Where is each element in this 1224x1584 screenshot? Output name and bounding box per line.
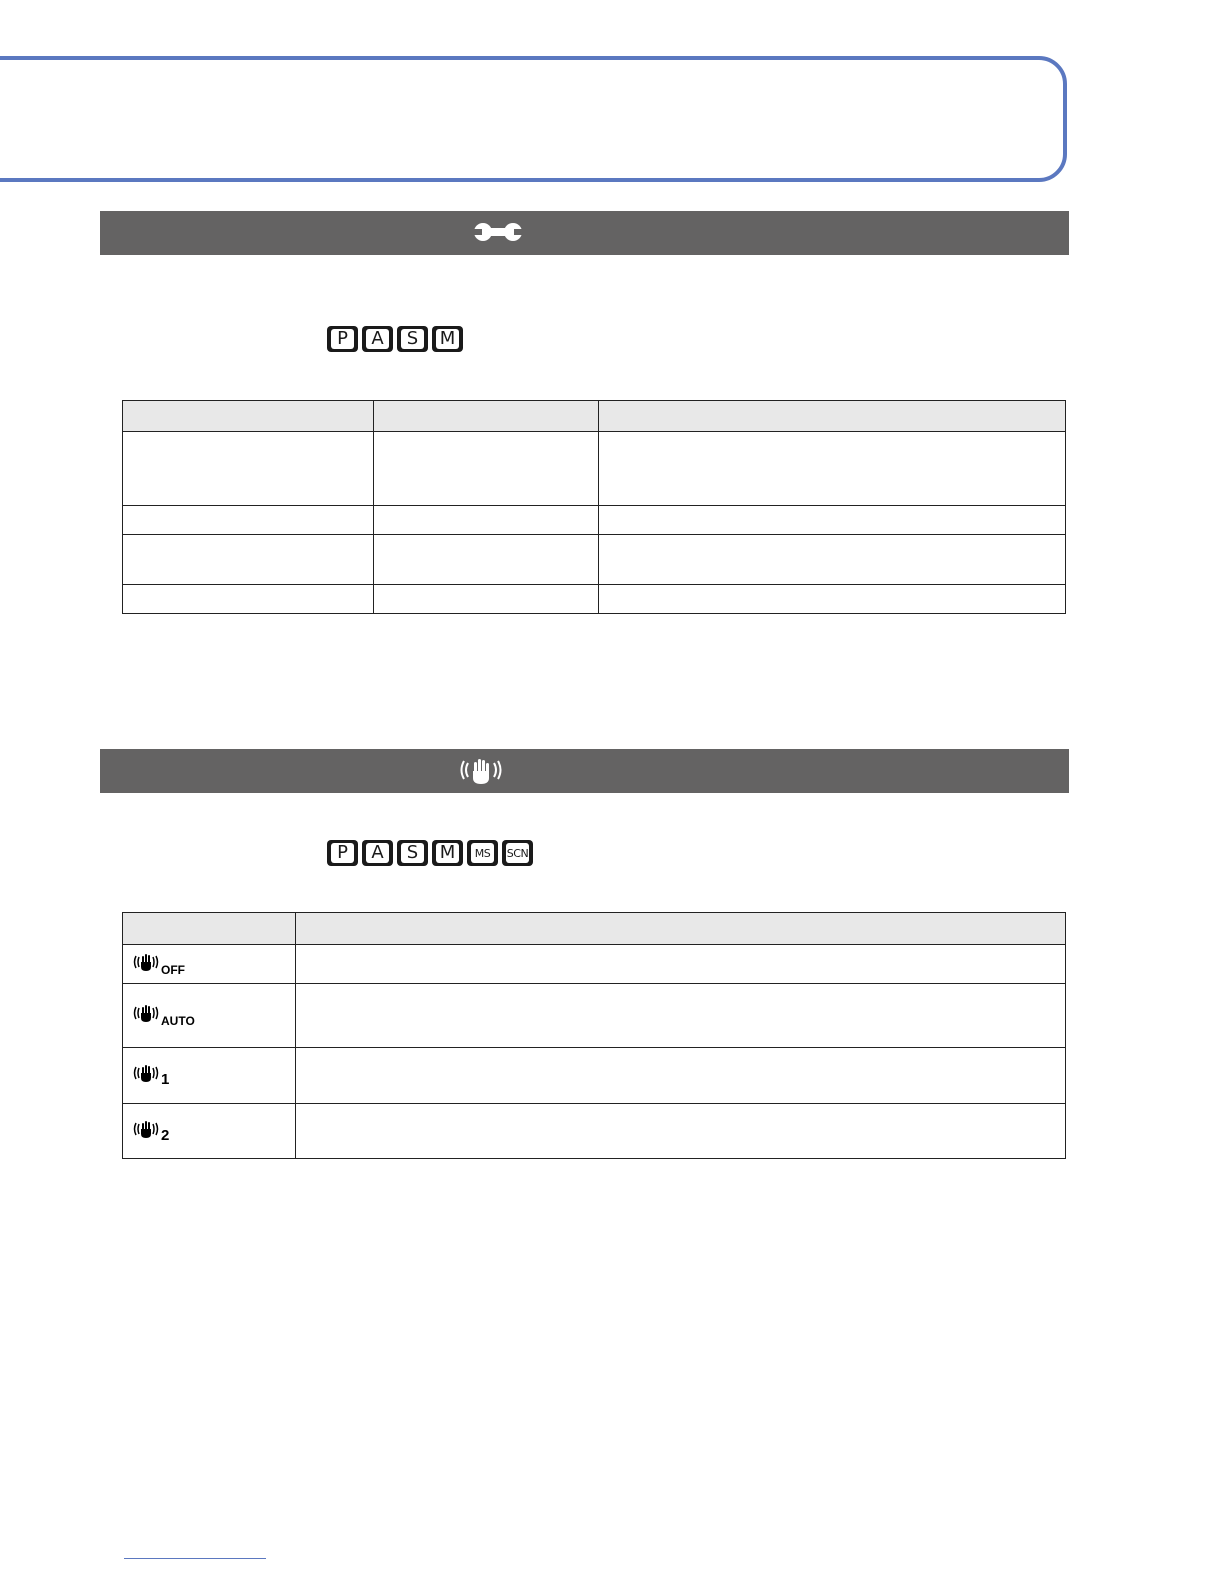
table-cell [599,585,1066,614]
table-cell [374,506,599,535]
table-row [123,432,1066,506]
table-row [123,506,1066,535]
mode-p-icon: P [327,840,358,866]
table-cell [123,535,374,585]
table-cell [374,535,599,585]
table-row [123,945,1066,984]
table-row [123,1048,1066,1104]
mode-s-icon: S [397,840,428,866]
mode-s-icon: S [397,326,428,352]
stabilizer-suffix: 1 [161,1071,170,1088]
table-cell [599,506,1066,535]
stabilizer-table [122,912,1066,1159]
mode-icons-section-2 [327,840,533,866]
mode-m-icon: M [432,840,463,866]
stabilizer-mode2-icon [133,1120,159,1143]
mode-a-icon: A [362,840,393,866]
section-bar-setup [100,211,1069,255]
table-row [123,535,1066,585]
mode-icons-section-1 [327,326,463,352]
table-row [123,984,1066,1048]
section-bar-stabilizer [100,749,1069,793]
table-header-row [123,401,1066,432]
table-cell [374,585,599,614]
mode-m-icon: M [432,326,463,352]
table-cell [123,585,374,614]
table-cell [123,1048,296,1104]
table-cell [123,945,296,984]
table-cell [296,945,1066,984]
stabilizer-mode1-icon [133,1064,159,1087]
table-header-row [123,913,1066,945]
table-header-cell [123,401,374,432]
table-cell [599,535,1066,585]
stabilizer-suffix: AUTO [161,1014,195,1028]
mode-ms-icon: MS [467,840,498,866]
wrench-icon [474,217,522,252]
table-row [123,585,1066,614]
table-row [123,1104,1066,1159]
table-header-cell [123,913,296,945]
table-cell [296,1104,1066,1159]
stabilizer-suffix: OFF [161,962,185,977]
table-header-cell [296,913,1066,945]
page-title-frame [0,56,1067,182]
mode-p-icon: P [327,326,358,352]
stabilizer-hand-icon [457,756,505,791]
stabilizer-auto-icon [133,1004,159,1027]
stabilizer-off-icon [133,953,159,976]
mode-scn-icon: SCN [502,840,533,866]
stabilizer-suffix: 2 [161,1126,170,1144]
table-cell [123,506,374,535]
table-header-cell [599,401,1066,432]
table-cell [123,432,374,506]
footer-link-underline[interactable] [124,1558,266,1559]
mode-a-icon: A [362,326,393,352]
table-cell [123,1104,296,1159]
table-cell [599,432,1066,506]
table-cell [296,984,1066,1048]
table-header-cell [374,401,599,432]
table-cell [123,984,296,1048]
table-cell [374,432,599,506]
table-cell [296,1048,1066,1104]
settings-table-1 [122,400,1066,614]
